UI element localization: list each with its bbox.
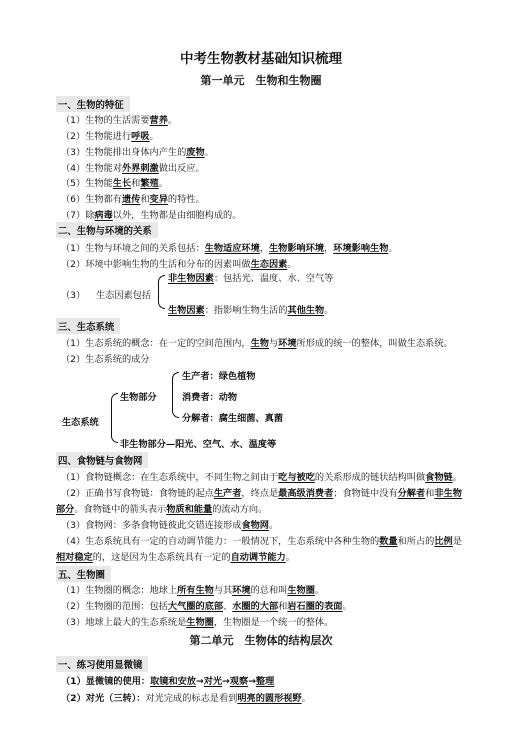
food-chain-concept: （1）食物链概念：在生态系统中，不同生物之间由于吃与被吃的关系形成的链状结构叫做食物链。 bbox=[61, 472, 462, 483]
food-chain-writing: （2）正确书写食物链：食物链的起点生产者，终点是最高级消费者；食物链中没有分解者和非生物 bbox=[61, 488, 462, 499]
section-header-characteristics: 一、生物的特征 bbox=[56, 96, 130, 112]
section-header-microscope: 一、练习使用显微镜 bbox=[56, 656, 148, 672]
biosphere-concept: （1）生物圈的概念：地球上所有生物与其环境的总和叫生物圈。 bbox=[61, 585, 325, 596]
section-header-ecosystem: 三、生态系统 bbox=[56, 318, 120, 334]
ecosystem-components-label: （2）生态系统的成分 bbox=[61, 354, 150, 365]
tree-brace-biotic bbox=[172, 372, 179, 418]
tree-ecosystem: 生态系统 bbox=[62, 417, 99, 428]
characteristic-item: （1）生物的生活需要营养。 bbox=[61, 115, 178, 126]
section-header-biosphere: 五、生物圈 bbox=[56, 566, 111, 582]
characteristic-item: （4）生物能对外界刺激做出反应。 bbox=[61, 163, 205, 174]
section-header-food-chain: 四、食物链与食物网 bbox=[56, 452, 148, 468]
unit-2-title: 第二单元 生物体的结构层次 bbox=[189, 634, 333, 647]
factor-number: （3） bbox=[61, 290, 86, 301]
tree-consumer: 消费者：动物 bbox=[182, 392, 238, 403]
abiotic-factor: 非生物因素：包括光、温度、水、空气等 bbox=[168, 273, 334, 284]
characteristic-item: （6）生物都有遗传和变异的特性。 bbox=[61, 194, 205, 205]
food-web-line: （3）食物网：多条食物链彼此交错连接形成食物网。 bbox=[61, 520, 279, 531]
relation-line: （1）生物与环境之间的关系包括：生物适应环境，生物影响环境，环境影响生物。 bbox=[61, 243, 398, 254]
section-header-organism-environment: 二、生物与环境的关系 bbox=[56, 222, 158, 238]
biotic-factor: 生物因素：指影响生物生活的其他生物。 bbox=[168, 305, 334, 316]
tree-brace-root bbox=[111, 393, 118, 443]
tree-decomposer: 分解者：腐生细菌、真菌 bbox=[182, 413, 284, 424]
microscope-use: （1）显微镜的使用：取镜和安放→对光→观察→整理 bbox=[61, 676, 275, 687]
characteristic-item: （2）生物能进行呼吸。 bbox=[61, 131, 159, 142]
food-chain-writing-cont: 部分。食物链中的箭头表示物质和能量的流动方向。 bbox=[56, 504, 268, 515]
factor-label: 生态因素包括 bbox=[96, 290, 152, 301]
characteristic-item: （3）生物能排出身体内产生的废物。 bbox=[61, 147, 214, 158]
characteristic-item: （5）生物能生长和繁殖。 bbox=[61, 178, 168, 189]
ecological-factor-line: （2）环境中影响生物的生活和分布的因素叫做生态因素。 bbox=[61, 259, 297, 270]
factor-brace bbox=[158, 275, 165, 309]
tree-producer: 生产者：绿色植物 bbox=[182, 371, 256, 382]
characteristic-item: （7）除病毒以外，生物都是由细胞构成的。 bbox=[61, 210, 242, 221]
ecosystem-concept: （1）生态系统的概念：在一定的空间范围内，生物与环境所形成的统一的整体，叫做生态系统。 bbox=[61, 338, 453, 349]
biosphere-range: （2）生物圈的范围：包括大气圈的底部、水圈的大部和岩石圈的表面。 bbox=[61, 601, 352, 612]
self-regulation-cont: 相对稳定的，这是因为生态系统具有一定的自动调节能力。 bbox=[56, 552, 295, 563]
unit-1-title: 第一单元 生物和生物圈 bbox=[200, 74, 322, 87]
tree-abiotic-part: 非生物部分—阳光、空气、水、温度等 bbox=[120, 439, 277, 450]
document-title: 中考生物教材基础知识梳理 bbox=[180, 51, 342, 67]
largest-ecosystem: （3）地球上最大的生态系统是生物圈，生物圈是一个统一的整体。 bbox=[61, 617, 334, 628]
self-regulation-line: （4）生态系统具有一定的自动调节能力：一般情况下，生态系统中各种生物的数量和所占的比例是 bbox=[61, 536, 462, 547]
tree-biotic-part: 生物部分 bbox=[120, 392, 157, 403]
light-adjust: （2）对光（三转）：对光完成的标志是看到明亮的圆形视野。 bbox=[61, 693, 311, 704]
